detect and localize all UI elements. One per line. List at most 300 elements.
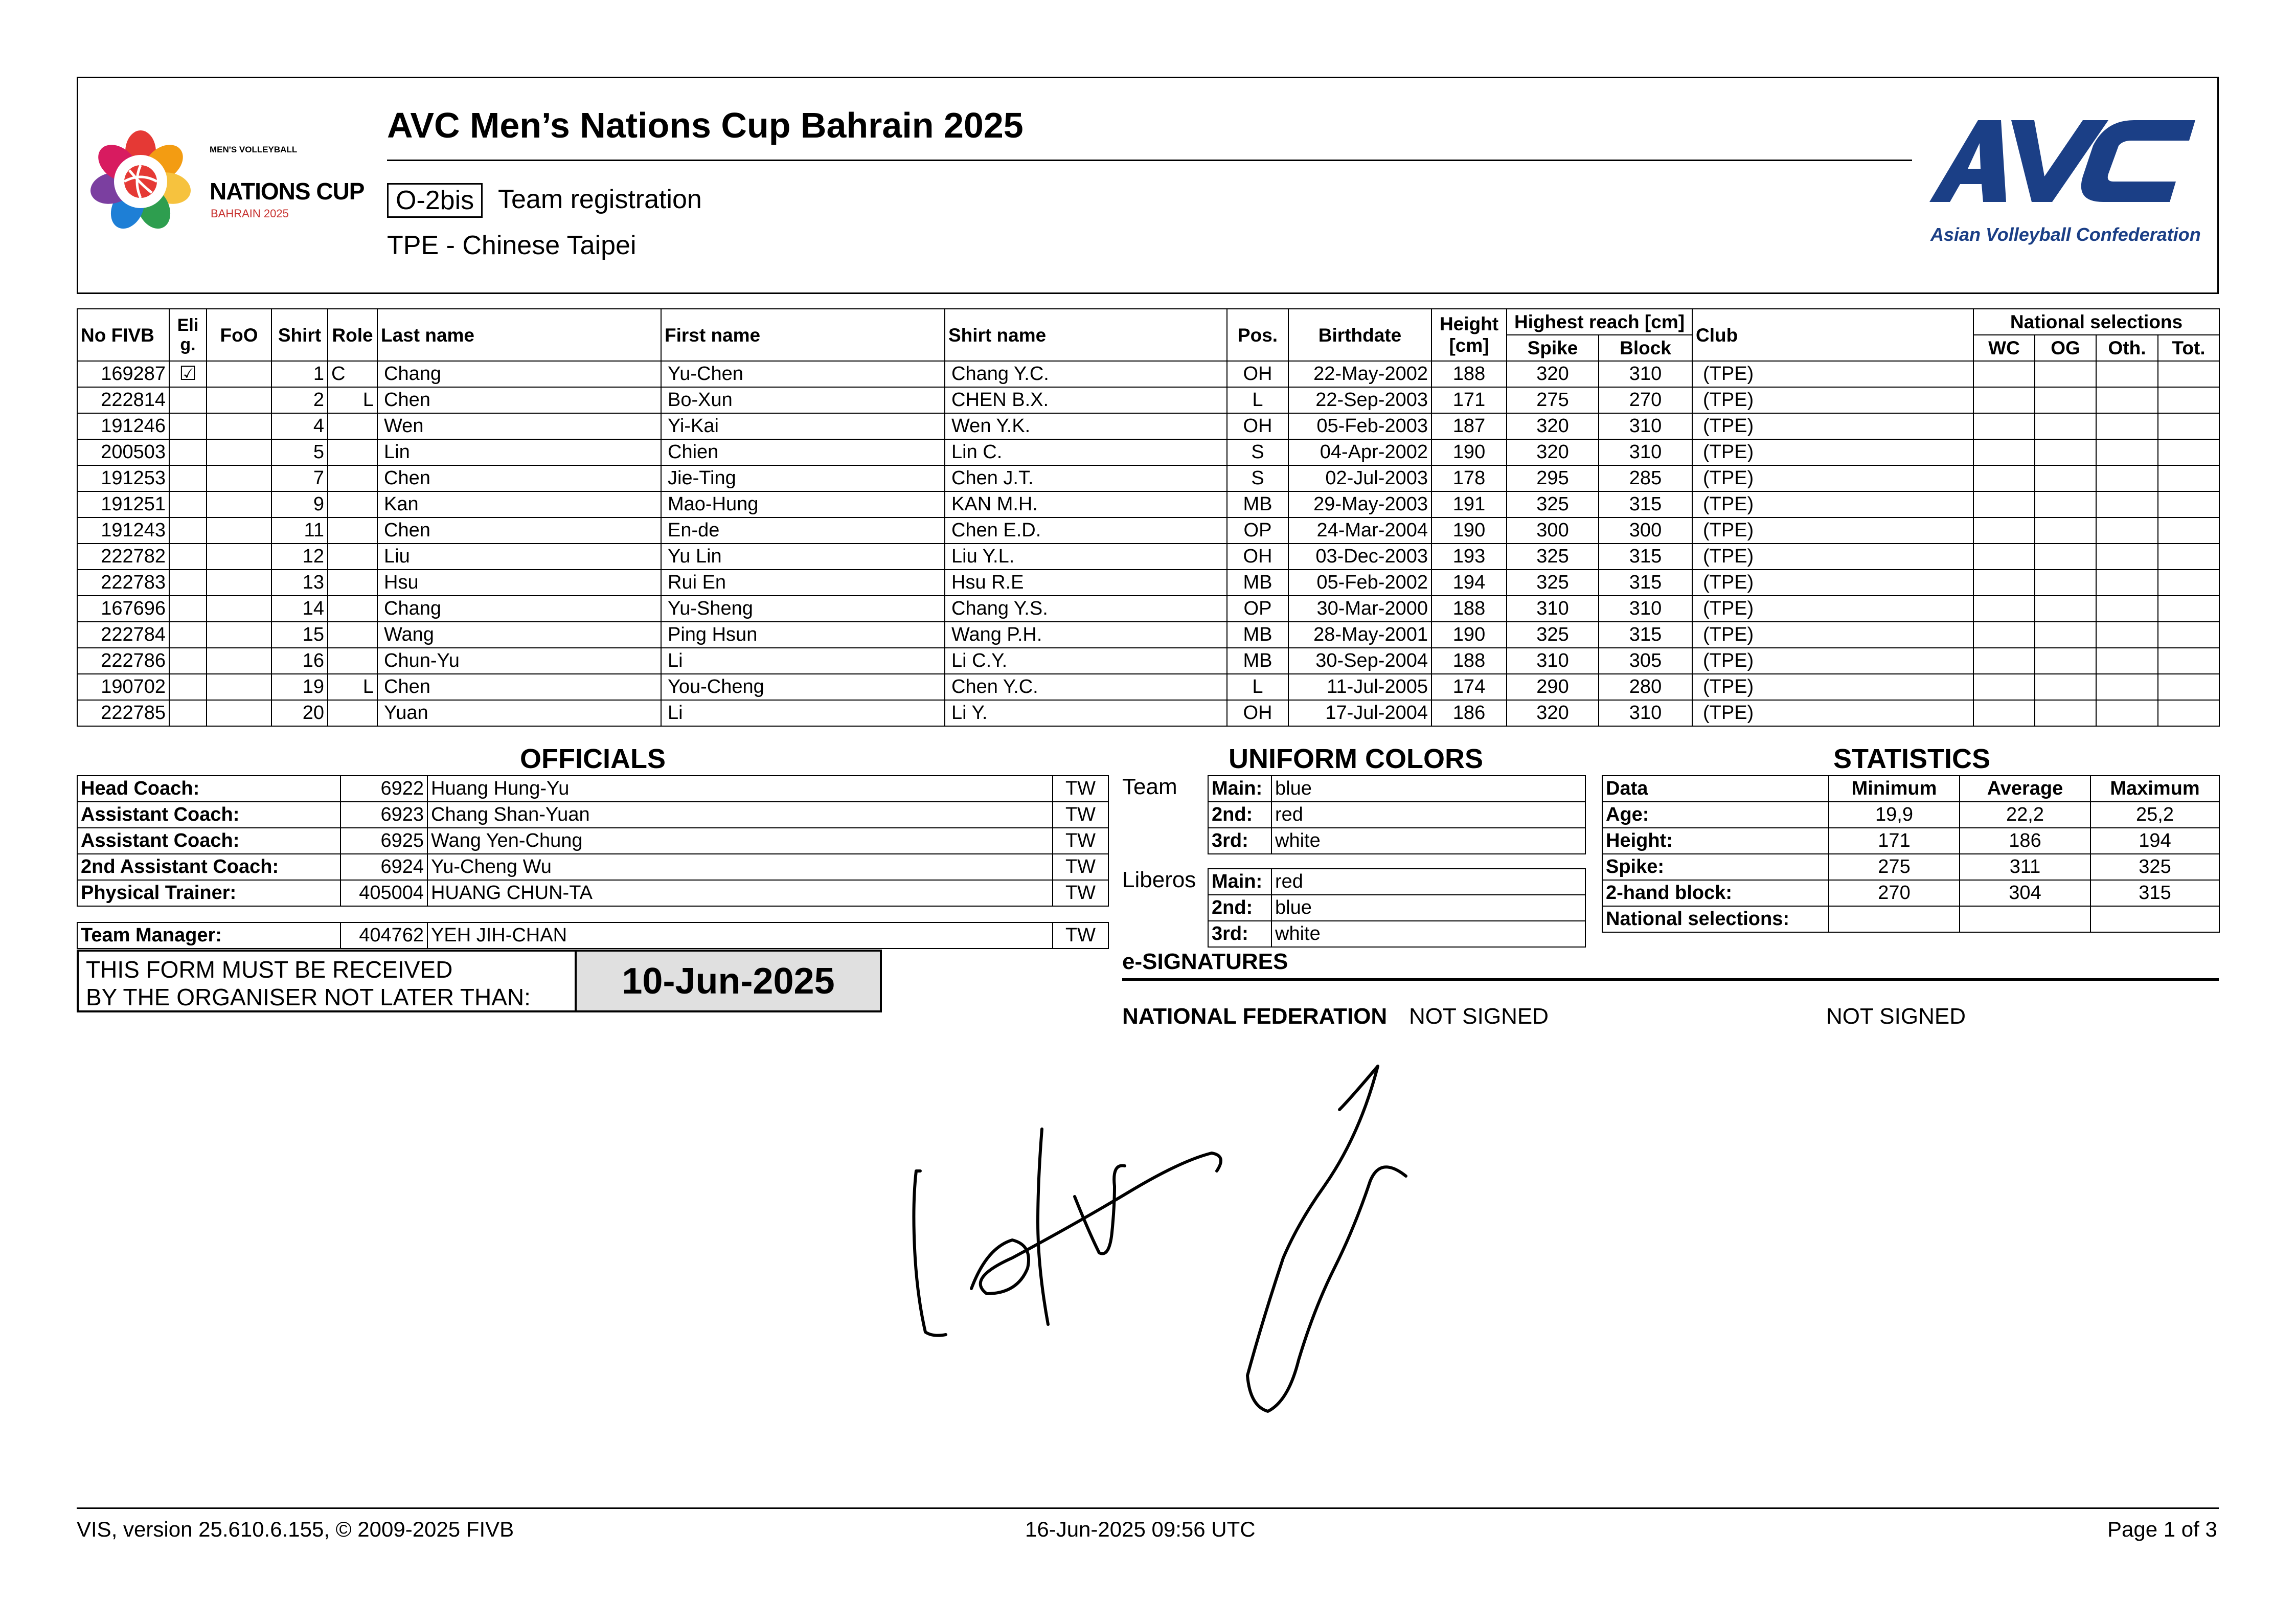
handwritten-signature-icon: [910, 1053, 1416, 1460]
player-oth: [2096, 387, 2158, 413]
player-tot: [2158, 648, 2219, 674]
player-row: [77, 439, 2219, 465]
player-pos: MB: [1227, 622, 1288, 648]
col-national-selections: National selections: [1973, 309, 2219, 335]
col-no-fivb: No FIVB: [77, 309, 169, 361]
player-last-name: Lin: [377, 439, 661, 465]
player-shirt: 2: [271, 387, 328, 413]
uniform-color-row: [1208, 869, 1585, 895]
player-block: 310: [1599, 700, 1692, 726]
player-row: [77, 491, 2219, 517]
player-last-name: Chang: [377, 596, 661, 622]
player-wc: [1973, 491, 2035, 517]
player-club: (TPE): [1692, 413, 1973, 439]
statistics-label: Height:: [1602, 828, 1829, 854]
col-spike: Spike: [1507, 335, 1599, 361]
player-row: [77, 413, 2219, 439]
statistics-row: [1602, 828, 2219, 854]
player-club: (TPE): [1692, 465, 1973, 491]
player-shirt: 12: [271, 544, 328, 570]
col-shirt: Shirt: [271, 309, 328, 361]
player-foo: [207, 387, 271, 413]
player-elig: [169, 439, 207, 465]
official-name: Yu-Cheng Wu: [427, 854, 1053, 880]
statistics-header-cell: Minimum: [1829, 776, 1960, 802]
player-height: 194: [1431, 570, 1507, 596]
player-pos: S: [1227, 439, 1288, 465]
player-role: [328, 544, 377, 570]
player-og: [2035, 596, 2096, 622]
player-spike: 325: [1507, 544, 1599, 570]
player-og: [2035, 387, 2096, 413]
player-club: (TPE): [1692, 361, 1973, 387]
statistics-max: 315: [2090, 880, 2219, 906]
title-divider: [387, 160, 1912, 161]
player-spike: 320: [1507, 361, 1599, 387]
player-spike: 310: [1507, 648, 1599, 674]
player-birthdate: 30-Sep-2004: [1288, 648, 1431, 674]
col-club: Club: [1692, 309, 1973, 361]
player-block: 305: [1599, 648, 1692, 674]
official-row: [77, 828, 1108, 854]
player-pos: MB: [1227, 570, 1288, 596]
player-og: [2035, 361, 2096, 387]
player-elig: [169, 517, 207, 544]
player-wc: [1973, 361, 2035, 387]
player-height: 187: [1431, 413, 1507, 439]
player-spike: 325: [1507, 622, 1599, 648]
player-shirt-name: Li C.Y.: [945, 648, 1227, 674]
player-tot: [2158, 517, 2219, 544]
player-block: 310: [1599, 361, 1692, 387]
player-fivb-no: 191246: [77, 413, 169, 439]
player-spike: 320: [1507, 700, 1599, 726]
player-role: [328, 648, 377, 674]
col-block: Block: [1599, 335, 1692, 361]
statistics-table: [1602, 775, 2220, 933]
player-birthdate: 17-Jul-2004: [1288, 700, 1431, 726]
player-club: (TPE): [1692, 387, 1973, 413]
uniform-color-value: white: [1271, 921, 1585, 947]
player-spike: 325: [1507, 570, 1599, 596]
player-foo: [207, 596, 271, 622]
player-foo: [207, 648, 271, 674]
player-tot: [2158, 439, 2219, 465]
player-birthdate: 02-Jul-2003: [1288, 465, 1431, 491]
statistics-label: 2-hand block:: [1602, 880, 1829, 906]
event-logo-small-text: MEN'S VOLLEYBALL: [210, 145, 298, 154]
player-role: L: [328, 674, 377, 700]
player-foo: [207, 439, 271, 465]
player-club: (TPE): [1692, 570, 1973, 596]
official-row: [77, 880, 1108, 906]
player-shirt-name: Hsu R.E: [945, 570, 1227, 596]
official-role: Head Coach:: [77, 776, 340, 802]
uniform-color-label: 2nd:: [1208, 895, 1271, 921]
player-height: 188: [1431, 361, 1507, 387]
statistics-max: 194: [2090, 828, 2219, 854]
player-elig: [169, 544, 207, 570]
player-fivb-no: 167696: [77, 596, 169, 622]
statistics-label: Age:: [1602, 802, 1829, 828]
statistics-avg: 22,2: [1960, 802, 2090, 828]
esignatures-divider: [1122, 978, 2219, 981]
statistics-row: [1602, 854, 2219, 880]
player-role: [328, 622, 377, 648]
player-birthdate: 11-Jul-2005: [1288, 674, 1431, 700]
player-fivb-no: 222786: [77, 648, 169, 674]
official-name: HUANG CHUN-TA: [427, 880, 1053, 906]
avc-logo-icon: [1929, 110, 2206, 220]
player-shirt: 13: [271, 570, 328, 596]
player-first-name: Yu Lin: [661, 544, 945, 570]
player-birthdate: 30-Mar-2000: [1288, 596, 1431, 622]
statistics-label: National selections:: [1602, 906, 1829, 932]
player-elig: ☑: [169, 361, 207, 387]
player-shirt-name: Chen E.D.: [945, 517, 1227, 544]
player-spike: 290: [1507, 674, 1599, 700]
player-club: (TPE): [1692, 596, 1973, 622]
player-wc: [1973, 700, 2035, 726]
player-row: [77, 517, 2219, 544]
player-oth: [2096, 517, 2158, 544]
statistics-min: 275: [1829, 854, 1960, 880]
uniform-color-label: 2nd:: [1208, 802, 1271, 828]
player-og: [2035, 570, 2096, 596]
player-first-name: Li: [661, 700, 945, 726]
player-height: 190: [1431, 517, 1507, 544]
esignatures-title: e-SIGNATURES: [1122, 949, 1288, 974]
player-shirt-name: Lin C.: [945, 439, 1227, 465]
player-block: 300: [1599, 517, 1692, 544]
player-shirt-name: KAN M.H.: [945, 491, 1227, 517]
player-club: (TPE): [1692, 517, 1973, 544]
uniform-liberos-label: Liberos: [1122, 867, 1196, 892]
player-birthdate: 29-May-2003: [1288, 491, 1431, 517]
statistics-title: STATISTICS: [1833, 743, 1990, 774]
player-pos: OH: [1227, 361, 1288, 387]
player-row: [77, 544, 2219, 570]
player-og: [2035, 465, 2096, 491]
official-id: 6922: [340, 776, 427, 802]
officials-table: [77, 775, 1109, 907]
col-wc: WC: [1973, 335, 2035, 361]
player-oth: [2096, 596, 2158, 622]
event-logo-location-text: BAHRAIN 2025: [211, 207, 289, 220]
player-shirt-name: Wen Y.K.: [945, 413, 1227, 439]
player-last-name: Yuan: [377, 700, 661, 726]
player-last-name: Chen: [377, 387, 661, 413]
player-tot: [2158, 674, 2219, 700]
player-shirt-name: Chen J.T.: [945, 465, 1227, 491]
player-wc: [1973, 413, 2035, 439]
player-birthdate: 28-May-2001: [1288, 622, 1431, 648]
player-tot: [2158, 387, 2219, 413]
col-foo: FoO: [207, 309, 271, 361]
player-spike: 275: [1507, 387, 1599, 413]
player-oth: [2096, 361, 2158, 387]
statistics-max: 25,2: [2090, 802, 2219, 828]
official-role: Team Manager:: [77, 922, 340, 949]
player-row: [77, 674, 2219, 700]
player-oth: [2096, 465, 2158, 491]
official-row: [77, 802, 1108, 828]
player-birthdate: 03-Dec-2003: [1288, 544, 1431, 570]
national-federation-label: NATIONAL FEDERATION: [1122, 1004, 1388, 1029]
player-block: 285: [1599, 465, 1692, 491]
deadline-box: [77, 950, 882, 1012]
player-fivb-no: 222782: [77, 544, 169, 570]
signature-status-1: NOT SIGNED: [1409, 1004, 1549, 1029]
player-wc: [1973, 387, 2035, 413]
player-shirt-name: Wang P.H.: [945, 622, 1227, 648]
statistics-min: 19,9: [1829, 802, 1960, 828]
player-row: [77, 622, 2219, 648]
player-foo: [207, 413, 271, 439]
player-pos: L: [1227, 387, 1288, 413]
col-elig: Eli g.: [169, 309, 207, 361]
player-oth: [2096, 648, 2158, 674]
player-role: [328, 465, 377, 491]
uniform-liberos-table: [1208, 868, 1586, 948]
player-height: 191: [1431, 491, 1507, 517]
statistics-min: 270: [1829, 880, 1960, 906]
player-oth: [2096, 622, 2158, 648]
player-birthdate: 05-Feb-2003: [1288, 413, 1431, 439]
player-shirt: 15: [271, 622, 328, 648]
player-elig: [169, 674, 207, 700]
player-first-name: Chien: [661, 439, 945, 465]
player-height: 174: [1431, 674, 1507, 700]
player-og: [2035, 544, 2096, 570]
player-role: C: [328, 361, 377, 387]
player-row: [77, 465, 2219, 491]
player-shirt: 16: [271, 648, 328, 674]
player-shirt: 9: [271, 491, 328, 517]
player-fivb-no: 222784: [77, 622, 169, 648]
statistics-row: [1602, 802, 2219, 828]
player-tot: [2158, 465, 2219, 491]
player-foo: [207, 544, 271, 570]
player-wc: [1973, 517, 2035, 544]
player-first-name: You-Cheng: [661, 674, 945, 700]
deadline-line-2: BY THE ORGANISER NOT LATER THAN:: [86, 984, 531, 1010]
player-elig: [169, 465, 207, 491]
player-shirt: 20: [271, 700, 328, 726]
uniform-color-value: red: [1271, 802, 1585, 828]
player-first-name: Yu-Sheng: [661, 596, 945, 622]
player-height: 186: [1431, 700, 1507, 726]
player-pos: OP: [1227, 596, 1288, 622]
player-first-name: Rui En: [661, 570, 945, 596]
player-spike: 325: [1507, 491, 1599, 517]
official-country: TW: [1053, 828, 1108, 854]
player-shirt-name: Chang Y.S.: [945, 596, 1227, 622]
player-birthdate: 24-Mar-2004: [1288, 517, 1431, 544]
statistics-header-cell: Data: [1602, 776, 1829, 802]
player-tot: [2158, 622, 2219, 648]
player-tot: [2158, 491, 2219, 517]
official-country: TW: [1053, 854, 1108, 880]
player-wc: [1973, 648, 2035, 674]
official-name: YEH JIH-CHAN: [427, 922, 1053, 949]
player-wc: [1973, 570, 2035, 596]
player-row: [77, 361, 2219, 387]
player-fivb-no: 169287: [77, 361, 169, 387]
player-shirt-name: Chen Y.C.: [945, 674, 1227, 700]
player-tot: [2158, 361, 2219, 387]
player-wc: [1973, 622, 2035, 648]
player-fivb-no: 200503: [77, 439, 169, 465]
player-wc: [1973, 674, 2035, 700]
official-country: TW: [1053, 880, 1108, 906]
player-block: 310: [1599, 439, 1692, 465]
player-pos: OH: [1227, 544, 1288, 570]
uniform-color-value: blue: [1271, 895, 1585, 921]
player-first-name: Yi-Kai: [661, 413, 945, 439]
player-last-name: Chen: [377, 517, 661, 544]
player-role: [328, 439, 377, 465]
official-row: [77, 776, 1108, 802]
player-oth: [2096, 413, 2158, 439]
avc-tagline: Asian Volleyball Confederation: [1930, 224, 2201, 245]
uniform-color-label: 3rd:: [1208, 828, 1271, 854]
player-shirt: 1: [271, 361, 328, 387]
player-og: [2035, 439, 2096, 465]
player-row: [77, 570, 2219, 596]
player-club: (TPE): [1692, 491, 1973, 517]
player-row: [77, 596, 2219, 622]
statistics-avg: 304: [1960, 880, 2090, 906]
player-block: 315: [1599, 622, 1692, 648]
player-first-name: Li: [661, 648, 945, 674]
officials-title: OFFICIALS: [520, 743, 666, 774]
player-shirt: 5: [271, 439, 328, 465]
player-pos: MB: [1227, 491, 1288, 517]
col-first-name: First name: [661, 309, 945, 361]
col-last-name: Last name: [377, 309, 661, 361]
player-role: [328, 491, 377, 517]
player-tot: [2158, 570, 2219, 596]
player-block: 280: [1599, 674, 1692, 700]
player-role: [328, 413, 377, 439]
player-elig: [169, 570, 207, 596]
player-last-name: Hsu: [377, 570, 661, 596]
official-country: TW: [1053, 802, 1108, 828]
deadline-text: [79, 952, 575, 1010]
uniform-color-label: Main:: [1208, 869, 1271, 895]
statistics-min: [1829, 906, 1960, 932]
player-height: 190: [1431, 622, 1507, 648]
uniform-color-row: [1208, 776, 1585, 802]
uniform-color-row: [1208, 802, 1585, 828]
player-tot: [2158, 596, 2219, 622]
official-name: Huang Hung-Yu: [427, 776, 1053, 802]
uniform-team-table: [1208, 775, 1586, 854]
player-pos: L: [1227, 674, 1288, 700]
player-pos: OP: [1227, 517, 1288, 544]
form-name: Team registration: [498, 185, 702, 214]
player-club: (TPE): [1692, 622, 1973, 648]
uniform-color-row: [1208, 828, 1585, 854]
player-role: [328, 700, 377, 726]
official-role: 2nd Assistant Coach:: [77, 854, 340, 880]
official-row: [77, 854, 1108, 880]
player-role: L: [328, 387, 377, 413]
player-role: [328, 517, 377, 544]
player-oth: [2096, 700, 2158, 726]
player-fivb-no: 190702: [77, 674, 169, 700]
player-oth: [2096, 570, 2158, 596]
player-first-name: Ping Hsun: [661, 622, 945, 648]
uniform-team-label: Team: [1122, 774, 1177, 799]
player-fivb-no: 191253: [77, 465, 169, 491]
player-first-name: Yu-Chen: [661, 361, 945, 387]
statistics-header-cell: Maximum: [2090, 776, 2219, 802]
statistics-avg: 311: [1960, 854, 2090, 880]
player-og: [2035, 674, 2096, 700]
player-elig: [169, 648, 207, 674]
col-shirt-name: Shirt name: [945, 309, 1227, 361]
uniform-color-row: [1208, 895, 1585, 921]
nations-cup-logo-icon: [87, 128, 194, 238]
official-id: 6924: [340, 854, 427, 880]
official-role: Assistant Coach:: [77, 828, 340, 854]
player-elig: [169, 596, 207, 622]
player-first-name: Mao-Hung: [661, 491, 945, 517]
player-pos: OH: [1227, 700, 1288, 726]
player-og: [2035, 700, 2096, 726]
player-og: [2035, 622, 2096, 648]
player-foo: [207, 622, 271, 648]
player-shirt: 7: [271, 465, 328, 491]
statistics-max: [2090, 906, 2219, 932]
player-birthdate: 22-May-2002: [1288, 361, 1431, 387]
player-wc: [1973, 544, 2035, 570]
player-last-name: Wang: [377, 622, 661, 648]
form-code: O-2bis: [387, 183, 483, 218]
official-country: TW: [1053, 776, 1108, 802]
player-og: [2035, 413, 2096, 439]
player-fivb-no: 222814: [77, 387, 169, 413]
player-oth: [2096, 491, 2158, 517]
player-height: 188: [1431, 596, 1507, 622]
player-elig: [169, 700, 207, 726]
team-name: TPE - Chinese Taipei: [387, 231, 636, 260]
col-oth: Oth.: [2096, 335, 2158, 361]
player-role: [328, 570, 377, 596]
player-og: [2035, 648, 2096, 674]
player-spike: 310: [1507, 596, 1599, 622]
official-id: 6925: [340, 828, 427, 854]
event-title: AVC Men’s Nations Cup Bahrain 2025: [387, 105, 1024, 145]
official-row-team-manager: [77, 922, 1108, 949]
official-country: TW: [1053, 922, 1108, 949]
footer-version: VIS, version 25.610.6.155, © 2009-2025 FIVB: [77, 1517, 514, 1541]
player-elig: [169, 622, 207, 648]
player-foo: [207, 491, 271, 517]
player-block: 270: [1599, 387, 1692, 413]
player-first-name: En-de: [661, 517, 945, 544]
player-pos: S: [1227, 465, 1288, 491]
player-block: 315: [1599, 544, 1692, 570]
team-manager-table: [77, 922, 1109, 949]
player-club: (TPE): [1692, 544, 1973, 570]
player-last-name: Chang: [377, 361, 661, 387]
statistics-max: 325: [2090, 854, 2219, 880]
player-block: 310: [1599, 413, 1692, 439]
player-foo: [207, 570, 271, 596]
